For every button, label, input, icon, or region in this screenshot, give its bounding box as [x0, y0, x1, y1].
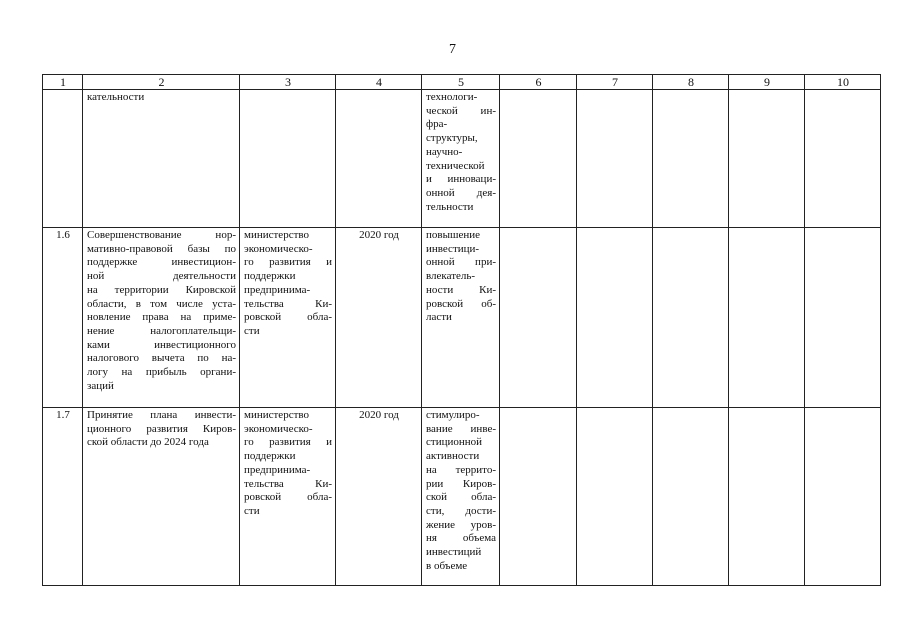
cell-line: министерство: [244, 229, 310, 241]
cell-line: жение уров-: [426, 518, 496, 531]
cell-line: активности: [426, 450, 480, 463]
cell-line: го развития и: [244, 436, 332, 449]
measure-cell: [83, 408, 240, 586]
empty-cell: [729, 408, 805, 586]
cell-line: в объеме: [426, 559, 468, 572]
cell-line: и инноваци-: [426, 173, 496, 186]
plan-table: [42, 74, 881, 586]
cell-line: логу на прибыль органи-: [87, 366, 236, 379]
cell-line: на террито-: [426, 463, 496, 476]
cell-line: предпринима-: [244, 283, 311, 296]
cell-line: влекатель-: [426, 270, 476, 283]
empty-cell: [805, 90, 881, 228]
cell-line: ской области до 2024 года: [87, 436, 209, 449]
cell-line: сти: [244, 324, 260, 337]
empty-cell: [577, 90, 653, 228]
cell-line: технологи-: [426, 91, 478, 103]
row-number: [43, 90, 83, 228]
cell-line: кательности: [87, 91, 145, 103]
term-cell: 2020 год: [336, 228, 422, 408]
empty-cell: [805, 408, 881, 586]
result-cell: [422, 90, 500, 228]
cell-line: мативно-правовой базы по: [87, 242, 236, 255]
cell-line: ционного развития Киров-: [87, 422, 236, 435]
cell-line: поддержке инвестицион-: [87, 256, 236, 269]
cell-line: ровской обла-: [244, 311, 332, 324]
cell-line: области, в том числе уста-: [87, 297, 236, 310]
term-cell: [336, 90, 422, 228]
cell-line: поддержки: [244, 270, 296, 283]
cell-line: ласти: [426, 311, 452, 324]
empty-cell: [577, 228, 653, 408]
header-col-3: 3: [240, 75, 336, 90]
result-cell: [422, 228, 500, 408]
header-col-9: 9: [729, 75, 805, 90]
cell-line: стимулиро-: [426, 409, 480, 421]
cell-line: на территории Кировской: [87, 283, 236, 296]
cell-line: онной дея-: [426, 186, 496, 199]
header-row: [43, 75, 881, 90]
cell-line: ности Ки-: [426, 283, 496, 296]
header-col-10: 10: [805, 75, 881, 90]
cell-line: технической: [426, 159, 485, 172]
cell-line: заций: [87, 379, 114, 392]
cell-line: онной при-: [426, 256, 496, 269]
row-number: 1.6: [43, 228, 83, 408]
cell-line: министерство: [244, 409, 310, 421]
cell-line: ровской об-: [426, 297, 496, 310]
cell-line: го развития и: [244, 256, 332, 269]
cell-line: новление права на приме-: [87, 311, 236, 324]
row-number: 1.7: [43, 408, 83, 586]
empty-cell: [653, 408, 729, 586]
cell-line: нение налогоплательщи-: [87, 324, 236, 337]
header-col-6: 6: [500, 75, 577, 90]
empty-cell: [653, 90, 729, 228]
cell-line: тельности: [426, 200, 474, 213]
header-col-4: 4: [336, 75, 422, 90]
cell-line: инвестиций: [426, 546, 482, 559]
cell-line: ровской обла-: [244, 491, 332, 504]
cell-line: ной деятельности: [87, 270, 236, 283]
cell-line: инвестици-: [426, 242, 480, 255]
executor-cell: [240, 228, 336, 408]
cell-line: фра-: [426, 118, 448, 131]
cell-line: ками инвестиционного: [87, 338, 236, 351]
table-row: [43, 408, 881, 586]
empty-cell: [500, 90, 577, 228]
empty-cell: [577, 408, 653, 586]
cell-line: экономическо-: [244, 242, 313, 255]
cell-line: сти, дости-: [426, 504, 496, 517]
cell-line: Совершенствование нор-: [87, 229, 236, 241]
header-col-1: 1: [43, 75, 83, 90]
cell-line: поддержки: [244, 450, 296, 463]
cell-line: вание инве-: [426, 422, 496, 435]
empty-cell: [805, 228, 881, 408]
cell-line: ческой ин-: [426, 104, 496, 117]
header-col-2: 2: [83, 75, 240, 90]
executor-cell: [240, 90, 336, 228]
result-cell: [422, 408, 500, 586]
empty-cell: [729, 228, 805, 408]
cell-line: повышение: [426, 229, 480, 241]
table-row: [43, 228, 881, 408]
cell-line: Принятие плана инвести-: [87, 409, 236, 421]
measure-cell: [83, 90, 240, 228]
cell-line: ской обла-: [426, 491, 496, 504]
empty-cell: [653, 228, 729, 408]
empty-cell: [729, 90, 805, 228]
cell-line: тельства Ки-: [244, 477, 332, 490]
term-cell: 2020 год: [336, 408, 422, 586]
header-col-7: 7: [577, 75, 653, 90]
measure-cell: [83, 228, 240, 408]
cell-line: структуры,: [426, 132, 478, 145]
cell-line: сти: [244, 504, 260, 517]
table-row: [43, 90, 881, 228]
cell-line: тельства Ки-: [244, 297, 332, 310]
executor-cell: [240, 408, 336, 586]
page-number: 7: [449, 42, 456, 57]
cell-line: научно-: [426, 145, 463, 158]
cell-line: предпринима-: [244, 463, 311, 476]
header-col-8: 8: [653, 75, 729, 90]
header-col-5: 5: [422, 75, 500, 90]
cell-line: налогового вычета по на-: [87, 352, 236, 365]
cell-line: стиционной: [426, 436, 483, 449]
empty-cell: [500, 228, 577, 408]
cell-line: ня объема: [426, 532, 496, 545]
cell-line: рии Киров-: [426, 477, 496, 490]
cell-line: экономическо-: [244, 422, 313, 435]
empty-cell: [500, 408, 577, 586]
